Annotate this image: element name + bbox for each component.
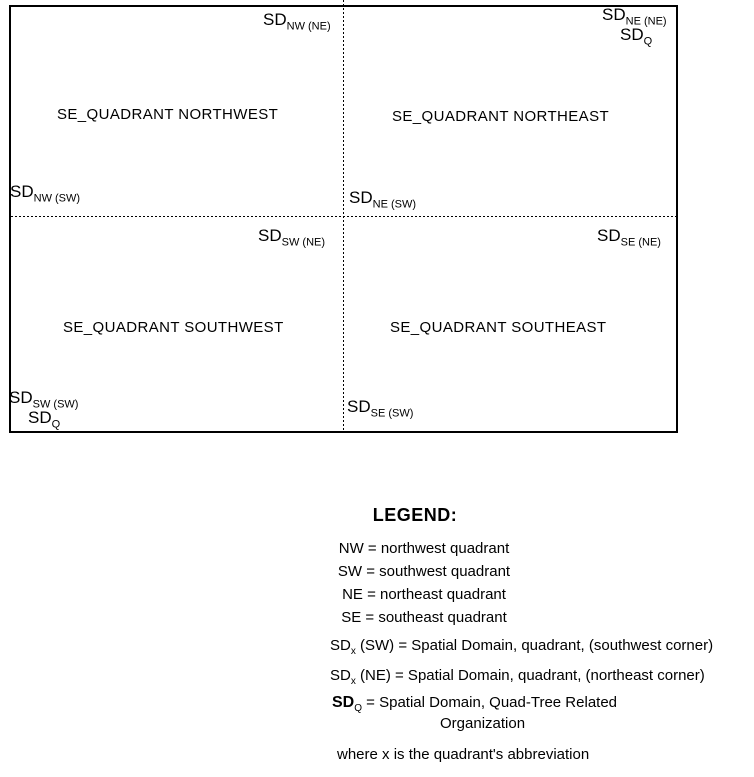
corner-label-sd-q-southwest xyxy=(28,409,60,430)
sd-subscript: Q xyxy=(354,703,363,714)
corner-label-sd-nw-ne xyxy=(263,11,331,32)
sd-subscript: Q xyxy=(643,35,653,48)
definition-text: (NE) = Spatial Domain, quadrant, (northeast corner) xyxy=(355,667,705,684)
definition-text: = Spatial Domain, Quad-Tree Related xyxy=(362,694,618,711)
corner-label-sd-se-sw xyxy=(347,398,413,419)
sd-subscript: x xyxy=(350,646,356,657)
sd-subscript: x xyxy=(350,676,356,687)
corner-label-sd-sw-ne xyxy=(258,227,325,248)
sd-subscript: SE (SW) xyxy=(370,407,414,420)
corner-label-sd-nw-sw xyxy=(10,183,80,204)
corner-label-sd-q-northeast xyxy=(620,26,652,47)
sd-main: SD xyxy=(330,667,351,684)
sd-subscript: NE (SW) xyxy=(372,198,417,211)
sd-main: SD xyxy=(330,637,351,654)
sd-subscript: NW (SW) xyxy=(33,192,81,205)
legend-abbreviation-se: SE = southeast quadrant xyxy=(341,609,507,626)
sd-main: SD xyxy=(9,388,33,407)
corner-label-sd-ne-sw xyxy=(349,189,416,210)
legend-abbreviation-sw: SW = southwest quadrant xyxy=(337,563,511,580)
sd-main: SD xyxy=(620,25,644,44)
sd-subscript: NW (NE) xyxy=(286,20,331,33)
sd-main: SD xyxy=(10,182,34,201)
legend-definition-sd-q xyxy=(332,694,617,714)
sd-main: SD xyxy=(602,5,626,24)
sd-main: SD xyxy=(28,408,52,427)
sd-main: SD xyxy=(263,10,287,29)
quadrant-label-southwest: SE_QUADRANT SOUTHWEST xyxy=(63,319,284,336)
legend-definition-sd-sw-corner xyxy=(330,638,713,657)
horizontal-dashed-divider xyxy=(11,216,677,217)
quadrant-label-northwest: SE_QUADRANT NORTHWEST xyxy=(57,106,279,123)
legend-title: LEGEND: xyxy=(372,505,458,525)
legend-abbreviation-ne: NE = northeast quadrant xyxy=(342,586,506,603)
sd-subscript: SW (NE) xyxy=(281,236,326,249)
sd-subscript: NE (NE) xyxy=(625,15,667,28)
legend-definition-sd-q-wrap-line: Organization xyxy=(440,715,526,732)
quadrant-label-northeast: SE_QUADRANT NORTHEAST xyxy=(392,108,610,125)
sd-subscript: SE (NE) xyxy=(620,236,661,249)
sd-main: SD xyxy=(349,188,373,207)
sd-main: SD xyxy=(347,397,371,416)
legend-definition-sd-ne-corner xyxy=(330,668,705,687)
sd-main: SD xyxy=(332,694,355,711)
sd-main: SD xyxy=(597,226,621,245)
sd-subscript: Q xyxy=(51,418,61,431)
corner-label-sd-se-ne xyxy=(597,227,661,248)
legend-abbreviation-nw: NW = northwest quadrant xyxy=(338,540,510,557)
definition-text: (SW) = Spatial Domain, quadrant, (southwest corner) xyxy=(355,637,714,654)
sd-subscript: SW (SW) xyxy=(32,398,79,411)
quadrant-label-southeast: SE_QUADRANT SOUTHEAST xyxy=(390,319,607,336)
legend-footnote: where x is the quadrant's abbreviation xyxy=(337,746,590,763)
sd-main: SD xyxy=(258,226,282,245)
